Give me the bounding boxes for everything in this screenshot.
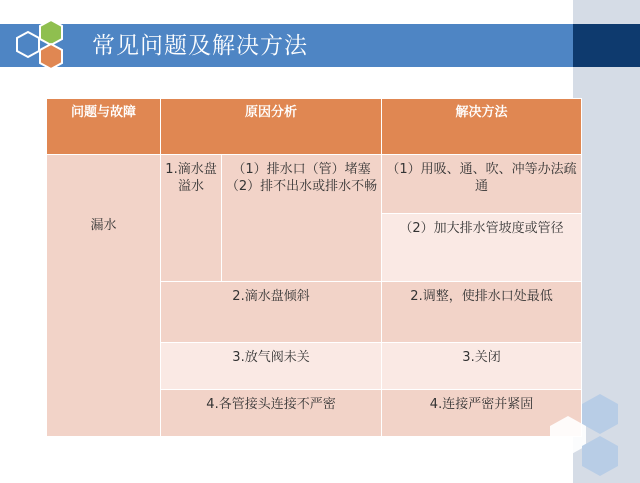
header-solution: 解决方法 (382, 99, 582, 155)
table-header-row (47, 99, 582, 155)
header-cause: 原因分析 (161, 99, 382, 155)
cause-cell: 2.滴水盘倾斜 (161, 282, 382, 343)
cause-detail-cell: （1）排水口（管）堵塞（2）排不出水或排水不畅 (222, 155, 382, 282)
solution-cell: （2）加大排水管坡度或管径 (382, 214, 582, 282)
solution-cell: 3.关闭 (382, 343, 582, 390)
faq-table-wrap (46, 98, 582, 437)
table-row (47, 155, 582, 214)
header-problem: 问题与故障 (47, 99, 161, 155)
cause-cell: 4.各管接头连接不严密 (161, 390, 382, 437)
hexagon-decoration-icon (538, 392, 622, 478)
solution-cell: （1）用吸、通、吹、冲等办法疏通 (382, 155, 582, 214)
hexagon-logo-icon (6, 14, 80, 76)
page-title: 常见问题及解决方法 (92, 33, 308, 59)
problem-cell: 漏水 (47, 155, 161, 437)
cause-group-cell: 1.滴水盘溢水 (161, 155, 222, 282)
cause-cell: 3.放气阀未关 (161, 343, 382, 390)
title-bar-accent (573, 24, 640, 67)
solution-cell: 2.调整，使排水口处最低 (382, 282, 582, 343)
faq-table (46, 98, 582, 437)
solution-cell: 4.连接严密并紧固 (382, 390, 582, 437)
